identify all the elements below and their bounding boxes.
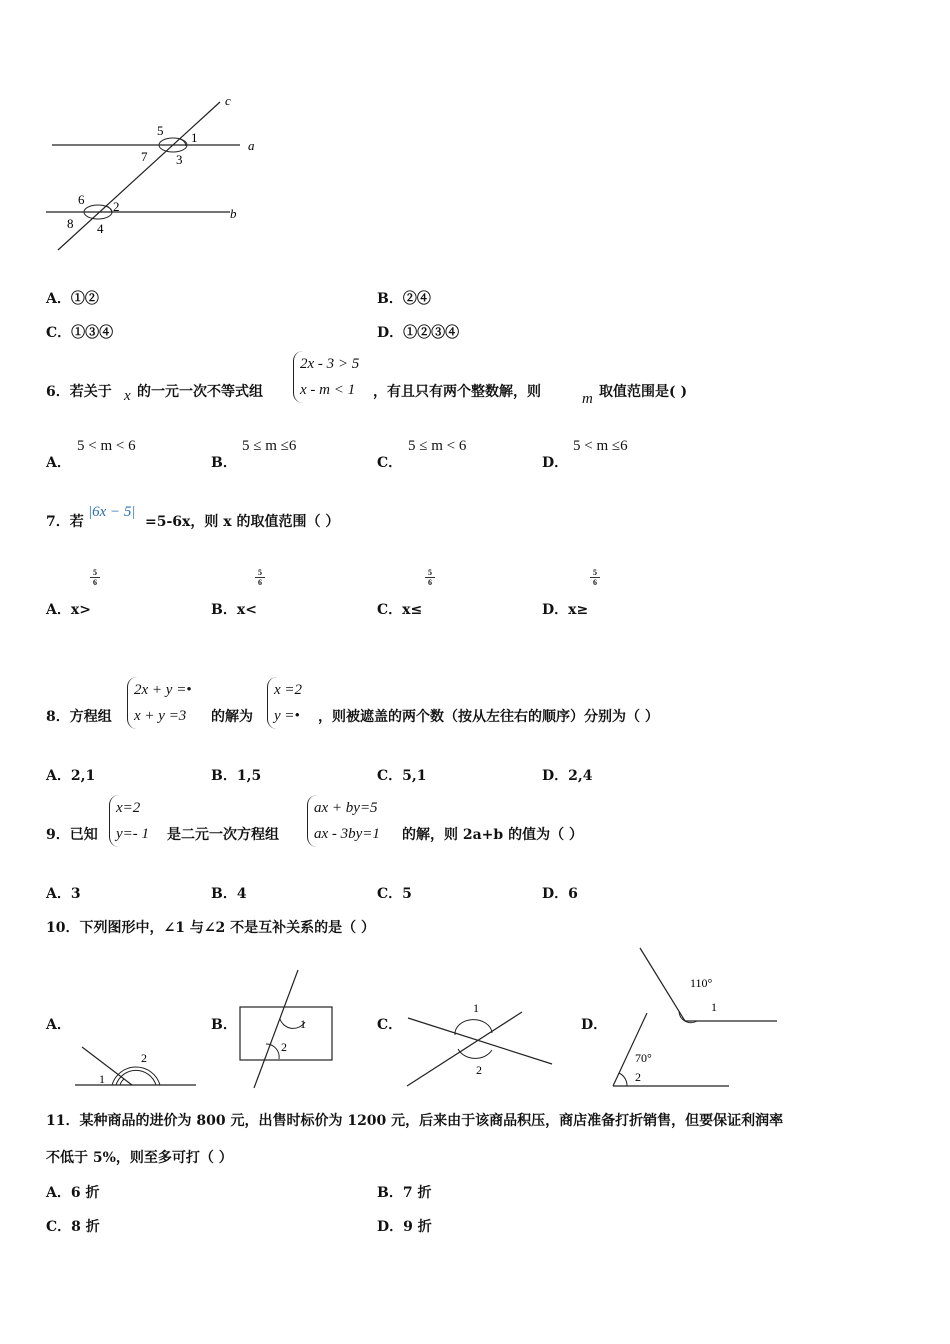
q8-option-d[interactable] xyxy=(542,765,593,785)
stem-text: 已知 xyxy=(69,827,98,843)
system-line: x =2 xyxy=(274,682,303,698)
q7-fraction-b xyxy=(255,568,265,587)
q11-option-b[interactable] xyxy=(377,1182,431,1202)
q9-equation-system xyxy=(307,795,380,847)
option-letter: C． xyxy=(46,1219,72,1235)
question-number: 6． xyxy=(46,384,70,400)
option-letter: A． xyxy=(46,886,71,902)
option-letter: A． xyxy=(46,1185,71,1201)
option-letter: A． xyxy=(46,602,71,618)
label-b: b xyxy=(230,206,237,221)
system-line: x - m < 1 xyxy=(300,382,356,398)
option-letter: D． xyxy=(542,768,569,784)
q8-option-c[interactable] xyxy=(377,765,427,785)
system-line: x=2 xyxy=(116,800,141,816)
option-text: x≥ xyxy=(568,602,589,618)
option-letter: C． xyxy=(377,886,403,902)
q6-option-b[interactable]: B． xyxy=(211,455,237,471)
label-6: 6 xyxy=(78,192,85,207)
option-text: ①② xyxy=(70,291,99,307)
figure-d-angle-110: 110° xyxy=(690,976,713,990)
parallel-lines-figure xyxy=(40,90,280,260)
option-text: x≤ xyxy=(402,602,423,618)
q6-stem-start xyxy=(46,381,112,401)
system-line: y=- 1 xyxy=(116,826,150,842)
option-letter: A． xyxy=(46,768,71,784)
option-letter: B． xyxy=(211,602,237,618)
q11-option-a[interactable] xyxy=(46,1182,100,1202)
label-3: 3 xyxy=(176,152,183,167)
option-letter: D． xyxy=(377,1219,404,1235)
q10-figure-b xyxy=(236,966,341,1092)
question-number: 7． xyxy=(46,514,70,530)
label-5: 5 xyxy=(157,123,164,138)
option-letter: C． xyxy=(377,768,403,784)
option-text: 6 折 xyxy=(70,1185,100,1201)
option-letter: D． xyxy=(542,602,569,618)
system-line: x + y =3 xyxy=(134,708,187,724)
system-line: 2x + y =• xyxy=(134,682,192,698)
q9-stem-start xyxy=(46,824,98,844)
q11-stem-line1: 11．某种商品的进价为 800 元，出售时标价为 1200 元，后来由于该商品积压，商店准备打折销售，但要保证利润率 xyxy=(46,1113,784,1129)
option-text: 7 折 xyxy=(402,1185,432,1201)
option-text: ①②③④ xyxy=(403,325,460,341)
q10-figure-c xyxy=(402,998,557,1090)
q7-option-c[interactable] xyxy=(377,599,422,619)
q9-option-a[interactable] xyxy=(46,883,81,903)
figure-c-label-1: 1 xyxy=(473,1001,479,1015)
figure-b-label-1: 1 xyxy=(300,1017,306,1031)
q9-stem-suffix: 的解，则 2a+b 的值为（ ） xyxy=(402,827,583,843)
q9-option-c[interactable] xyxy=(377,883,412,903)
option-letter: B． xyxy=(211,886,237,902)
q11-option-c[interactable] xyxy=(46,1216,100,1236)
q9-option-b[interactable] xyxy=(211,883,247,903)
q10-stem: 10．下列图形中，∠1 与∠2 不是互补关系的是（ ） xyxy=(46,920,376,936)
q8-stem-mid: 的解为 xyxy=(211,709,253,725)
system-line: ax - 3by=1 xyxy=(314,826,380,842)
option-text: 9 折 xyxy=(403,1219,432,1235)
q8-equation-system xyxy=(127,677,192,729)
fraction-denominator: 6 xyxy=(590,577,600,587)
fraction-numerator: 5 xyxy=(593,568,597,577)
figure-a-label-2: 2 xyxy=(141,1051,147,1065)
option-text: x< xyxy=(236,602,257,618)
fraction-numerator: 5 xyxy=(93,568,97,577)
q9-option-d[interactable] xyxy=(542,883,578,903)
option-text: x> xyxy=(70,602,91,618)
label-4: 4 xyxy=(97,221,104,236)
option-letter: C． xyxy=(377,602,403,618)
q6-stem-end: 取值范围是( ) xyxy=(599,384,688,400)
q6-stem-mid: 的一元一次不等式组 xyxy=(137,384,263,400)
q7-option-d[interactable] xyxy=(542,599,588,619)
fraction-denominator: 6 xyxy=(425,577,435,587)
q7-abs-expression: |6x − 5| xyxy=(88,504,136,520)
q8-stem-suffix: ，则被遮盖的两个数（按从左往右的顺序）分别为（ ） xyxy=(318,709,659,725)
option-letter: A． xyxy=(46,291,71,307)
q7-fraction-c xyxy=(425,568,435,587)
question-number: 8． xyxy=(46,709,70,725)
option-text: 5 xyxy=(402,886,412,902)
q8-option-a[interactable] xyxy=(46,765,95,785)
q6-stem-suffix: ，有且只有两个整数解，则 xyxy=(373,384,541,400)
q10-option-b[interactable]: B． xyxy=(211,1017,237,1033)
q6-option-d[interactable]: D． xyxy=(542,455,569,471)
figure-a-label-1: 1 xyxy=(99,1072,105,1086)
q10-option-c[interactable]: C． xyxy=(377,1017,403,1033)
option-text: ①③④ xyxy=(71,325,114,341)
system-line: 2x - 3 > 5 xyxy=(300,356,360,372)
q6-option-d-expr: 5 < m ≤6 xyxy=(573,438,628,454)
q7-fraction-a xyxy=(90,568,100,587)
fraction-denominator: 6 xyxy=(255,577,265,587)
q7-option-a[interactable] xyxy=(46,599,91,619)
q5-option-c[interactable] xyxy=(46,322,113,342)
q5-option-b[interactable] xyxy=(377,288,431,308)
fraction-denominator: 6 xyxy=(90,577,100,587)
q11-option-d[interactable] xyxy=(377,1216,432,1236)
figure-b-label-2: 2 xyxy=(281,1040,287,1054)
q10-option-d[interactable]: D． xyxy=(581,1017,608,1033)
q11-stem-line2: 不低于 5%，则至多可打（ ） xyxy=(46,1150,233,1166)
option-letter: D． xyxy=(542,886,569,902)
figure-d-label-2: 2 xyxy=(635,1070,641,1084)
q7-stem-start xyxy=(46,511,84,531)
stem-text: 方程组 xyxy=(69,709,112,725)
q6-option-c[interactable]: C． xyxy=(377,455,403,471)
q6-option-b-expr: 5 ≤ m ≤6 xyxy=(242,438,297,454)
figure-d-angle-70: 70° xyxy=(635,1051,652,1065)
q5-option-a[interactable] xyxy=(46,288,99,308)
label-8: 8 xyxy=(67,216,74,231)
system-line: y =• xyxy=(274,708,300,724)
figure-d-label-1: 1 xyxy=(711,1000,717,1014)
figure-c-label-2: 2 xyxy=(476,1063,482,1077)
stem-text: 若 xyxy=(69,514,84,530)
q8-stem-start xyxy=(46,706,112,726)
q7-option-b[interactable] xyxy=(211,599,257,619)
question-number: 9． xyxy=(46,827,70,843)
option-text: 8 折 xyxy=(71,1219,100,1235)
q5-option-d[interactable] xyxy=(377,322,459,342)
q8-option-b[interactable] xyxy=(211,765,261,785)
label-2: 2 xyxy=(113,199,120,214)
fraction-numerator: 5 xyxy=(258,568,262,577)
var-m: m xyxy=(582,391,593,407)
label-1: 1 xyxy=(191,130,198,145)
option-text: 3 xyxy=(70,886,81,902)
option-text: 2,4 xyxy=(568,768,593,784)
option-text: 5,1 xyxy=(402,768,427,784)
option-letter: B． xyxy=(377,291,403,307)
label-7: 7 xyxy=(141,149,148,164)
option-text: 6 xyxy=(568,886,578,902)
option-letter: B． xyxy=(377,1185,403,1201)
var-x: x xyxy=(124,388,131,404)
q10-figure-a xyxy=(70,1035,200,1091)
option-letter: C． xyxy=(46,325,72,341)
q10-figure-d xyxy=(605,945,780,1091)
option-text: 4 xyxy=(236,886,247,902)
option-letter: D． xyxy=(377,325,404,341)
q6-inequality-system xyxy=(293,351,359,403)
option-letter: B． xyxy=(211,768,237,784)
label-c: c xyxy=(225,93,231,108)
q6-option-a-expr: 5 < m < 6 xyxy=(77,438,136,454)
q6-option-c-expr: 5 ≤ m < 6 xyxy=(408,438,467,454)
system-line: ax + by=5 xyxy=(314,800,378,816)
option-text: 1,5 xyxy=(236,768,262,784)
fraction-numerator: 5 xyxy=(428,568,432,577)
stem-text: 若关于 xyxy=(69,384,112,400)
option-text: ②④ xyxy=(402,291,431,307)
q7-fraction-d xyxy=(590,568,600,587)
q6-option-a[interactable]: A． xyxy=(46,455,71,471)
q8-solution-system xyxy=(267,677,302,729)
label-a: a xyxy=(248,138,255,153)
q9-solution-system xyxy=(109,795,149,847)
q10-option-a[interactable]: A． xyxy=(46,1017,71,1033)
q7-stem-suffix: =5-6x，则 x 的取值范围（ ） xyxy=(145,514,340,530)
option-text: 2,1 xyxy=(70,768,96,784)
q9-stem-mid: 是二元一次方程组 xyxy=(167,827,279,843)
